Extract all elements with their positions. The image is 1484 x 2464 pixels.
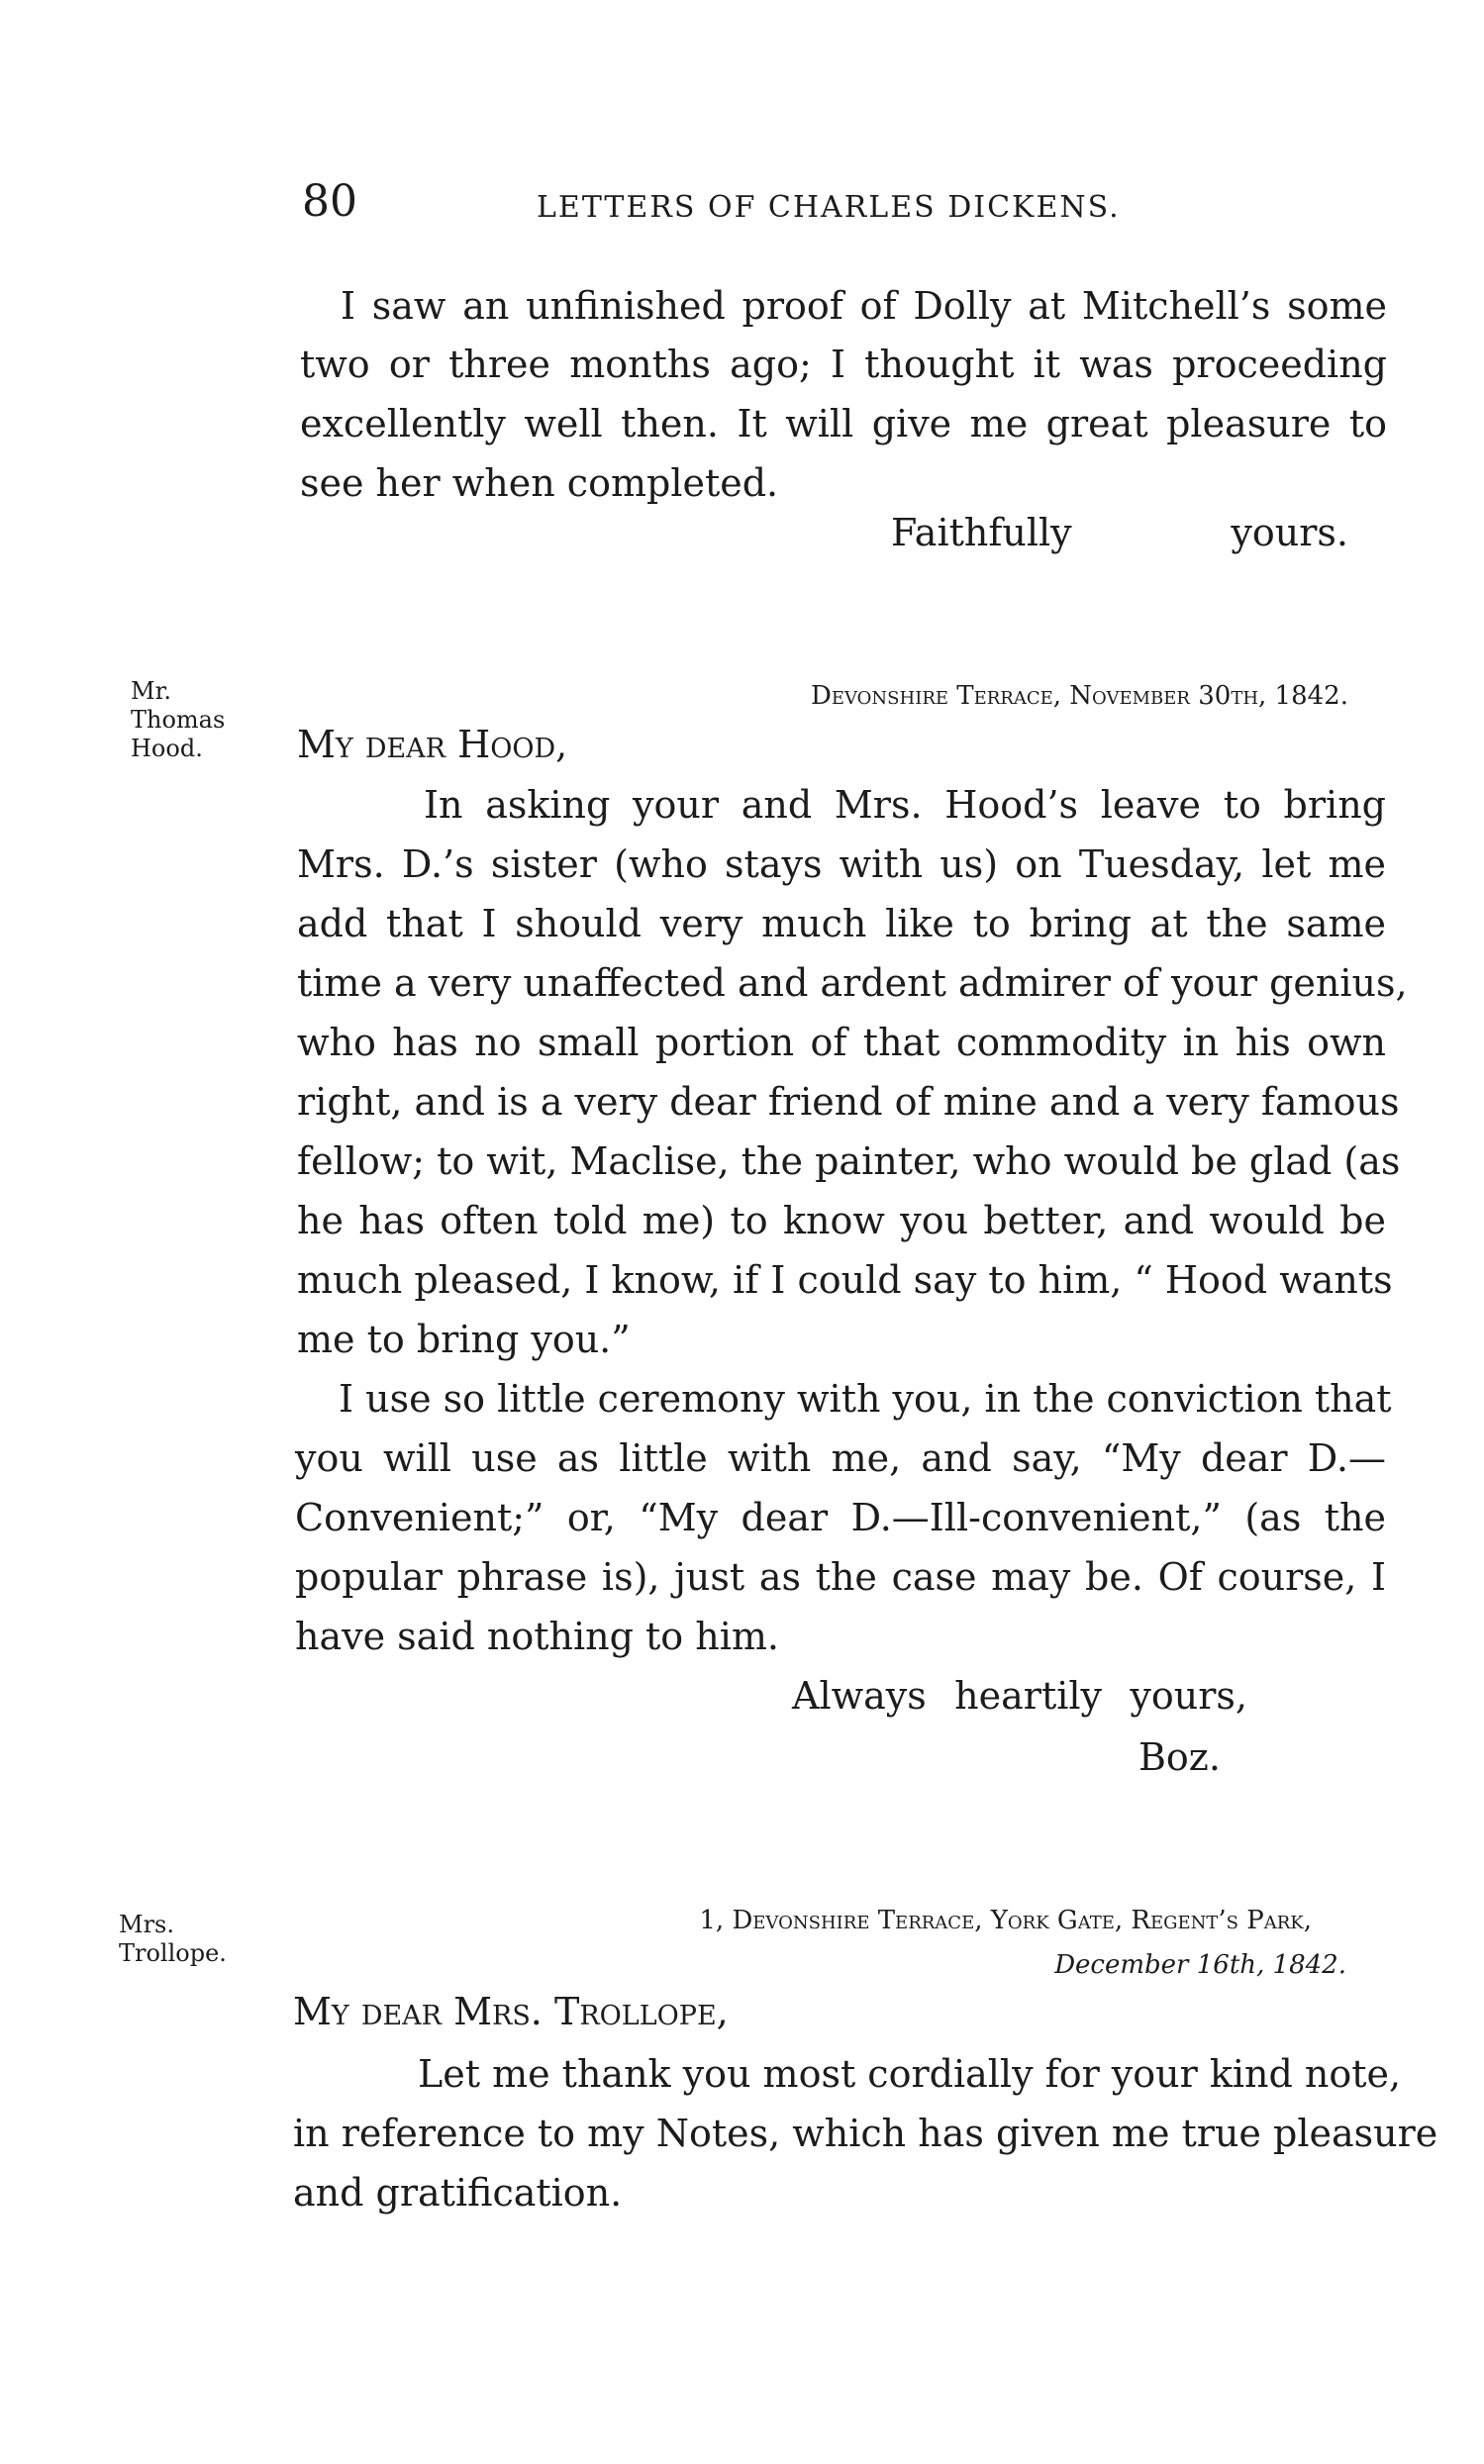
recipient-note: Mr. Thomas Hood. (131, 677, 226, 762)
text-line: right, and is a very dear friend of mine and a very famous (297, 1080, 1400, 1124)
page-number: 80 (302, 176, 357, 227)
text-line: who has no small portion of that commodity in his own (297, 1021, 1386, 1064)
text-line: Convenient;” or, “My dear D.—Ill-convenient,” (as the (295, 1496, 1386, 1539)
text-line: fellow; to wit, Maclise, the painter, who would be glad (as (297, 1139, 1401, 1183)
text-line: much pleased, I know, if I could say to him, “ Hood wants (297, 1258, 1393, 1302)
running-title: LETTERS OF CHARLES DICKENS. (537, 190, 1121, 225)
text-line: popular phrase is), just as the case may be. Of course, I (295, 1555, 1386, 1599)
text-line: me to bring you.” (297, 1318, 631, 1361)
text-line: excellently well then. It will give me great pleasure to (300, 402, 1387, 445)
text-line: see her when completed. (300, 461, 779, 505)
text-line: have said nothing to him. (295, 1615, 779, 1658)
dateline: Devonshire Terrace, November 30th, 1842. (811, 681, 1348, 711)
text-line: time a very unaffected and ardent admirer of your genius, (297, 961, 1408, 1005)
letter-closing: Faithfully yours. (891, 511, 1348, 554)
signature: Boz. (1138, 1735, 1221, 1779)
dateline-address: 1, Devonshire Terrace, York Gate, Regent’s Park, (699, 1906, 1312, 1935)
text-line: in reference to my Notes, which has given me true pleasure (293, 2112, 1438, 2155)
text-line: add that I should very much like to bring at the same (297, 902, 1386, 945)
text-line: I use so little ceremony with you, in the conviction that (339, 1377, 1392, 1421)
recipient-note: Mrs. Trollope. (119, 1911, 227, 1967)
text-line: he has often told me) to know you better, and would be (297, 1199, 1386, 1242)
dateline-date: December 16th, 1842. (1054, 1950, 1346, 1980)
text-line: and gratification. (293, 2171, 623, 2215)
text-line: Mrs. D.’s sister (who stays with us) on Tuesday, let me (297, 842, 1386, 886)
salutation: My dear Mrs. Trollope, (293, 1990, 729, 2033)
letter-closing: Always heartily yours, (792, 1674, 1247, 1718)
text-line: you will use as little with me, and say, “My dear D.— (295, 1436, 1386, 1480)
salutation: My dear Hood, (297, 723, 568, 766)
text-line: I saw an unfinished proof of Dolly at Mitchell’s some (341, 284, 1387, 328)
text-line: two or three months ago; I thought it was proceeding (300, 343, 1387, 386)
text-line: Let me thank you most cordially for your kind note, (418, 2052, 1402, 2096)
text-line: In asking your and Mrs. Hood’s leave to bring (424, 783, 1386, 827)
